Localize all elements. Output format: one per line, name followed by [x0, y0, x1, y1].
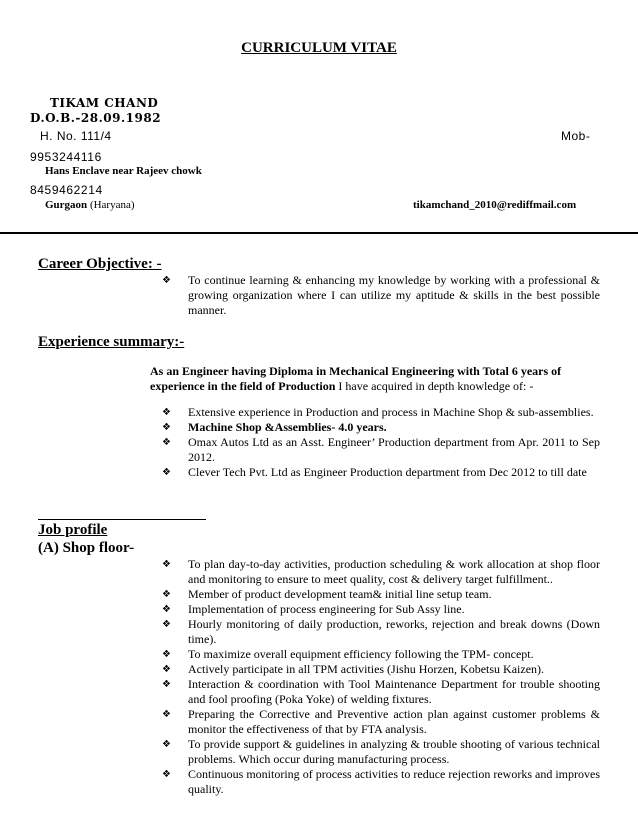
list-item — [150, 767, 600, 797]
list-item — [150, 662, 600, 677]
experience-summary-separator: :- — [174, 334, 185, 350]
list-item-text: Continuous monitoring of process activities to reduce rejection reworks and improves quality. — [188, 767, 600, 796]
list-item — [150, 273, 600, 318]
mobile-label: Mob- — [561, 129, 591, 143]
career-objective-separator: : - — [147, 256, 162, 272]
diamond-bullet-icon: ❖ — [162, 422, 171, 433]
list-item-text: To continue learning & enhancing my knowledge by working with a professional & growing organization where I can utilize my aptitude & skills in the best possible manner. — [188, 273, 600, 317]
date-of-birth: D.O.B.-28.09.1982 — [30, 111, 162, 125]
experience-summary-heading — [38, 334, 184, 351]
list-item — [150, 677, 600, 707]
diamond-bullet-icon: ❖ — [162, 649, 171, 660]
diamond-bullet-icon: ❖ — [162, 604, 171, 615]
diamond-bullet-icon: ❖ — [162, 467, 171, 478]
list-item — [150, 707, 600, 737]
experience-intro-rest: I have acquired in depth knowledge of: - — [335, 379, 534, 393]
diamond-bullet-icon: ❖ — [162, 589, 171, 600]
diamond-bullet-icon: ❖ — [162, 559, 171, 570]
list-item — [150, 557, 600, 587]
list-item-text: To plan day-to-day activities, production scheduling & work allocation at shop floor and monitoring to ensure to meet quality, cost & delivery target fulfillment.. — [188, 557, 600, 586]
list-item-text: Machine Shop &Assemblies- 4.0 years. — [188, 420, 387, 434]
experience-list — [150, 405, 600, 480]
document-title: CURRICULUM VITAE — [241, 40, 397, 56]
shop-floor-subheading: (A) Shop floor- — [38, 540, 135, 556]
list-item-text: Interaction & coordination with Tool Maintenance Department for trouble shooting and fool proofing (Poka Yoke) of welding fixtures. — [188, 677, 600, 706]
address-line-2: Hans Enclave near Rajeev chowk — [45, 165, 202, 177]
job-profile-heading: Job profile — [38, 522, 108, 538]
career-objective-label: Career Objective — [38, 256, 148, 272]
diamond-bullet-icon: ❖ — [162, 769, 171, 780]
section-rule — [38, 519, 206, 520]
list-item-text: To provide support & guidelines in analyzing & trouble shooting of various technical problems. Which occur during manufacturing process. — [188, 737, 600, 766]
address-city: Gurgaon — [45, 199, 88, 211]
diamond-bullet-icon: ❖ — [162, 679, 171, 690]
career-objective-list — [150, 273, 600, 318]
experience-intro — [150, 364, 600, 394]
experience-summary-label: Experience summary — [38, 334, 175, 350]
list-item-text: Actively participate in all TPM activities (Jishu Horzen, Kobetsu Kaizen). — [188, 662, 545, 676]
list-item-text: Extensive experience in Production and process in Machine Shop & sub-assemblies. — [188, 405, 594, 419]
address-region: (Haryana) — [89, 199, 135, 211]
mobile-number-1: 9953244116 — [30, 150, 102, 164]
email-address[interactable]: tikamchand_2010@rediffmail.com — [413, 199, 577, 211]
list-item — [150, 465, 600, 480]
diamond-bullet-icon: ❖ — [162, 437, 171, 448]
experience-intro-bold: As an Engineer having Diploma in Mechanical Engineering with Total 6 years of experience in the field of Production — [150, 364, 562, 393]
job-profile-list — [150, 557, 600, 797]
list-item-text: Clever Tech Pvt. Ltd as Engineer Production department from Dec 2012 to till date — [188, 465, 587, 479]
list-item — [150, 617, 600, 647]
diamond-bullet-icon: ❖ — [162, 275, 171, 286]
diamond-bullet-icon: ❖ — [162, 739, 171, 750]
list-item-text: Member of product development team& initial line setup team. — [188, 587, 492, 601]
header-divider — [0, 232, 638, 234]
list-item — [150, 435, 600, 465]
career-objective-heading — [38, 256, 162, 273]
list-item — [150, 647, 600, 662]
candidate-name: TIKAM CHAND — [50, 96, 159, 110]
list-item — [150, 602, 600, 617]
list-item-text: Hourly monitoring of daily production, reworks, rejection and break downs (Down time). — [188, 617, 600, 646]
address-line-1: H. No. 111/4 — [40, 129, 112, 143]
list-item-text: Preparing the Corrective and Preventive action plan against customer problems & monitor the effectiveness of that by FTA analysis. — [188, 707, 600, 736]
diamond-bullet-icon: ❖ — [162, 619, 171, 630]
address-line-3 — [45, 199, 135, 211]
diamond-bullet-icon: ❖ — [162, 709, 171, 720]
mobile-number-2: 8459462214 — [30, 183, 103, 197]
list-item-text: Implementation of process engineering for Sub Assy line. — [188, 602, 465, 616]
list-item — [150, 737, 600, 767]
list-item — [150, 587, 600, 602]
list-item — [150, 420, 600, 435]
list-item-text: To maximize overall equipment efficiency following the TPM- concept. — [188, 647, 534, 661]
list-item — [150, 405, 600, 420]
diamond-bullet-icon: ❖ — [162, 664, 171, 675]
diamond-bullet-icon: ❖ — [162, 407, 171, 418]
list-item-text: Omax Autos Ltd as an Asst. Engineer’ Production department from Apr. 2011 to Sep 2012. — [188, 435, 600, 464]
